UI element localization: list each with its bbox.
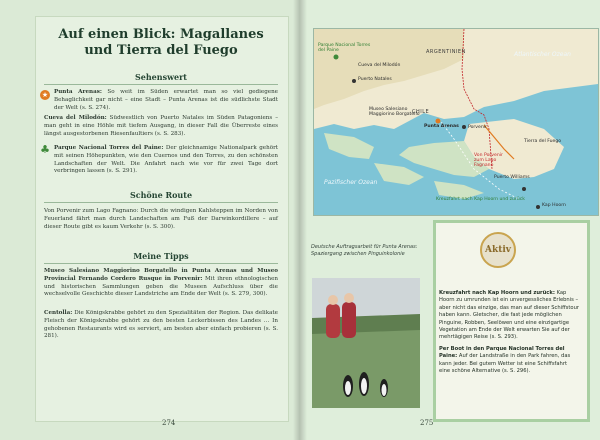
book-gutter [293, 0, 307, 440]
aktiv-item-2-label: Per Boot in den Parque Nacional Torres del Paine: [439, 345, 565, 360]
sight-2 [44, 115, 278, 138]
map-label-pacific: Pazifischer Ozean [324, 179, 378, 186]
aktiv-content [439, 290, 579, 375]
map-label-cruise: Kreuzfahrt nach Kap Hoorn und zurück [436, 197, 525, 202]
map-label-museo: Museo Salesiano Maggiorino Borgatello [369, 107, 420, 117]
tip-1-label: Museo Salesiano Maggiorino Borgatello in Punta Arenas und Museo Provincial Fernando Cordero Rusque in Porvenir: [44, 268, 278, 282]
sight-2-label: Cueva del Milodón: [44, 115, 107, 121]
divider [44, 202, 278, 203]
map-label-williams: Puerto Williams [494, 175, 530, 180]
sight-2-text: Südwestlich von Puerto Natales im Süden Patagoniens – man geht in eine Höhle mit tiefem Ausgang, in dieser Fall die Überreste eines längst ausgestorbenen Riesenfaultiers (s. S. 283). [44, 115, 279, 137]
page-number-left: 274 [162, 419, 176, 427]
photo-caption: Deutsche Auftragsarbeit für Punta Arenas: Spaziergang zwischen Pinguinkolonie [311, 244, 418, 257]
aktiv-item-1-text: Kap Hoorn zu umrunden ist ein unvergessliches Erlebnis – aber nicht das einzige, das man auf dieser Schiffstour haben kann. Gletscher, die fast jede möglichen Pinguine, Robben, Seelöwen und eine einzigartige Vegetation am Ende der Welt erwarten Sie auf der mehrtägigen Reise (s. S. 293). [439, 290, 580, 341]
divider [44, 84, 278, 85]
photo-graphic [312, 278, 420, 408]
map-label-porvenir: Porvenir [468, 125, 487, 130]
star-icon: ★ [41, 91, 49, 99]
heading-tipps: Meine Tipps [133, 251, 189, 261]
penguin-photo [312, 278, 420, 408]
tip-1 [44, 268, 278, 299]
map-label-hoorn: Kap Hoorn [542, 203, 566, 208]
sight-3-label: Parque Nacional Torres del Paine: [54, 145, 164, 151]
tip-2 [44, 310, 278, 341]
aktiv-item-2-text: Auf der Landstraße in den Park fahren, das kann jeder. Bei gutem Wetter ist eine Schiffsfahrt eine schöne Alternative (s. S. 296). [439, 353, 571, 375]
tip-2-label: Centolla: [44, 310, 73, 316]
map-label-route: Von Porvenir zum Lago Fagnano [474, 153, 503, 168]
aktiv-item-1-label: Kreuzfahrt nach Kap Hoorn und zurück: [439, 290, 555, 296]
page-number-right: 275 [420, 419, 434, 427]
region-map [313, 28, 599, 216]
sight-1-text: So weit im Süden erwartet man so viel gediegene Behaglichkeit gar nicht – eine Stadt – Punta Arenas ist die südlichste Stadt der Welt (s. S. 274). [54, 89, 278, 111]
right-page [300, 0, 600, 440]
route-text: Von Porvenir zum Lago Fagnano: Durch die windigen Kahlsteppen im Norden von Feuerland fährt man durch Landschaften am Fuß der Darwinkordillere – auf dieser Route gibt es kaum Verkehr (s. S. 300). [44, 208, 278, 230]
sight-1-label: Punta Arenas: [54, 89, 102, 95]
aktiv-item-2 [439, 346, 579, 376]
sight-3-text: Der gleichnamige Nationalpark gehört mit seinen Höhepunkten, wie den Cuernos und den Torres, zu den schönsten Landschaften der Welt. Die Anfahrt nach wie vor für zwei Tage dort verbringen lassen (s. S. 291). [54, 145, 278, 175]
divider [44, 263, 278, 264]
sight-1 [54, 89, 278, 112]
aktiv-item-1 [439, 290, 579, 342]
aktiv-badge: Aktiv [480, 232, 516, 268]
page-title: Auf einen Blick: Magallanes und Tierra del Fuego [58, 27, 264, 58]
tip-1-text: Mit ihren ethnologischen und historischen Sammlungen geben die Museen Aufschluss über die wechselvolle Geschichte dieser Landstriche am Ende der Welt (s. S. 279, 300). [44, 275, 278, 298]
sight-3 [54, 145, 278, 176]
heading-route: Schöne Route [129, 190, 193, 200]
map-label-atlantic: Atlantischer Ozean [514, 51, 571, 58]
map-label-chile: CHILE [412, 109, 430, 115]
map-label-argentinien: ARGENTINIEN [426, 49, 466, 55]
map-label-milodon: Cueva del Milodón [358, 63, 401, 68]
map-label-tierra: Tierra del Fuego [524, 139, 562, 144]
map-label-torres: Parque Nacional Torres del Paine [318, 43, 371, 53]
heading-sehenswert: Sehenswert [135, 72, 187, 82]
clover-icon: ♣ [40, 143, 50, 156]
map-label-punta: Punta Arenas [424, 124, 459, 129]
map-label-natales: Puerto Natales [358, 77, 392, 82]
tip-2-text: Die Königskrabbe gehört zu den Spezialitäten der Region. Das delikate Fleisch der Königskrabbe gehört zu den besten Leckerbissen des Landes … In gehobenen Restaurants wird es serviert, am besten aber einfach probieren (s. S. 281). [44, 310, 278, 340]
